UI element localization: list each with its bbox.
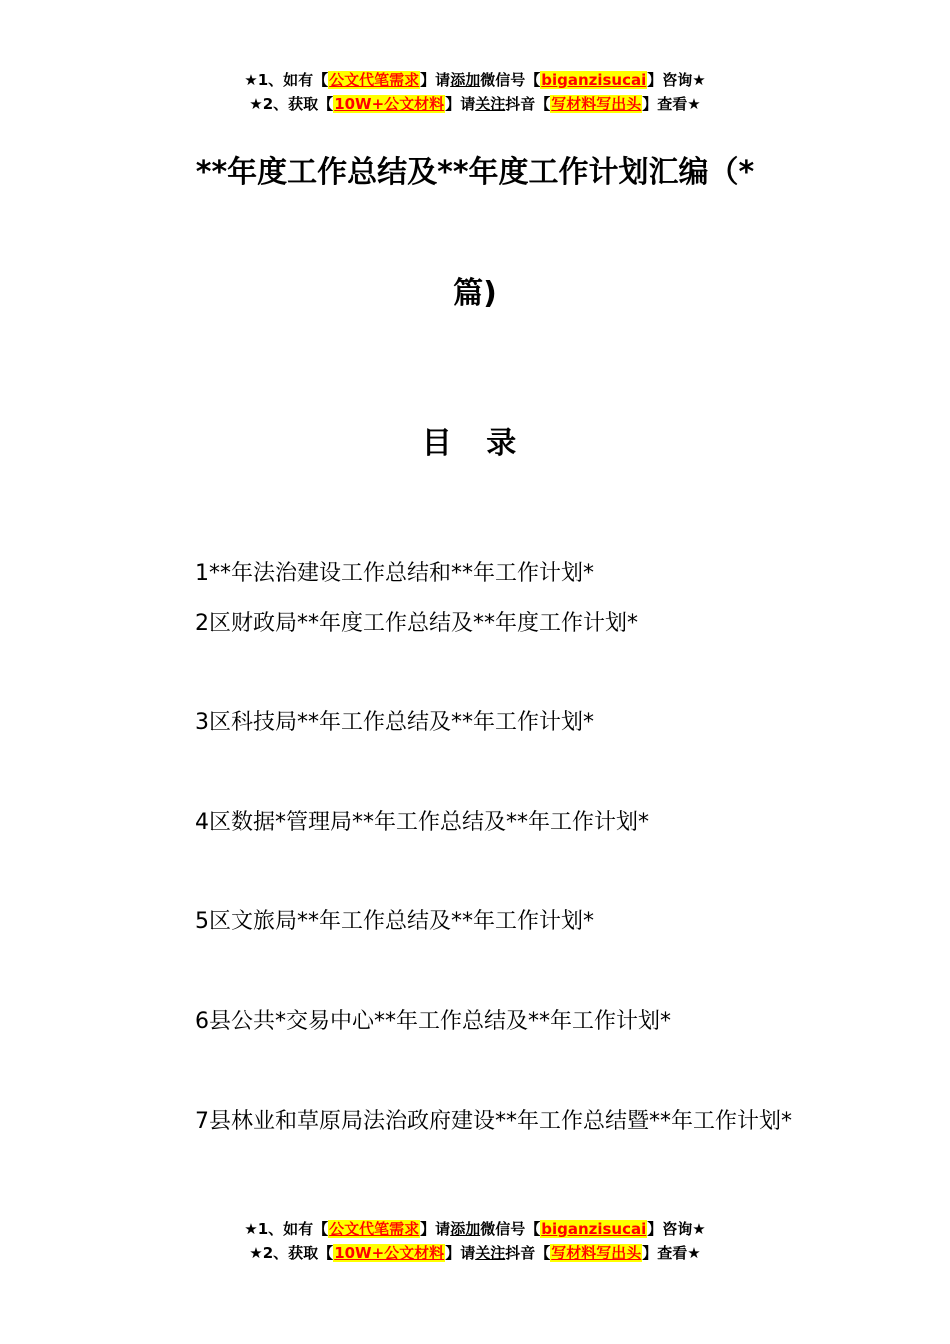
toc-item: 3区科技局**年工作总结及**年工作计划* <box>195 710 594 735</box>
document-title: **年度工作总结及**年度工作计划汇编（* <box>195 155 755 190</box>
banner-underlined-text: 关注 <box>475 1244 506 1262</box>
document-title-continued: 篇) <box>453 276 497 311</box>
banner-highlight: 写材料写出头 <box>551 1244 642 1262</box>
toc-item: 6县公共*交易中心**年工作总结及**年工作计划* <box>195 1009 671 1034</box>
banner-text: 微信号【 <box>480 1220 541 1238</box>
banner-text: 】请 <box>445 95 476 113</box>
banner-text: 抖音【 <box>505 95 551 113</box>
banner-text: 】查看★ <box>642 95 701 113</box>
banner-highlight: biganzisucai <box>541 71 647 89</box>
banner-highlight: 10W+公文材料 <box>334 1244 445 1262</box>
banner-line-1 <box>0 68 950 92</box>
header-banner <box>0 68 950 116</box>
banner-text: 】请 <box>420 71 451 89</box>
toc-item: 4区数据*管理局**年工作总结及**年工作计划* <box>195 810 649 835</box>
toc-item: 2区财政局**年度工作总结及**年度工作计划* <box>195 611 638 636</box>
banner-underlined-text: 关注 <box>475 95 506 113</box>
banner-line-2 <box>0 92 950 116</box>
banner-text: ★2、获取【 <box>249 95 334 113</box>
banner-text: 】咨询★ <box>647 71 706 89</box>
banner-highlight: 写材料写出头 <box>551 95 642 113</box>
banner-text: 抖音【 <box>505 1244 551 1262</box>
toc-item: 5区文旅局**年工作总结及**年工作计划* <box>195 909 594 934</box>
banner-text: ★2、获取【 <box>249 1244 334 1262</box>
banner-underlined-text: 添加 <box>450 1220 481 1238</box>
banner-highlight: 10W+公文材料 <box>334 95 445 113</box>
banner-text: 】查看★ <box>642 1244 701 1262</box>
banner-line-1 <box>0 1217 950 1241</box>
banner-text: 】咨询★ <box>647 1220 706 1238</box>
banner-text: 】请 <box>420 1220 451 1238</box>
banner-text: ★1、如有【 <box>244 71 329 89</box>
toc-item: 7县林业和草原局法治政府建设**年工作总结暨**年工作计划* <box>195 1109 792 1134</box>
toc-item: 1**年法治建设工作总结和**年工作计划* <box>195 561 594 586</box>
toc-heading: 目 录 <box>421 426 529 461</box>
banner-text: 】请 <box>445 1244 476 1262</box>
banner-highlight: 公文代笔需求 <box>329 71 420 89</box>
banner-underlined-text: 添加 <box>450 71 481 89</box>
banner-highlight: 公文代笔需求 <box>329 1220 420 1238</box>
banner-text: 微信号【 <box>480 71 541 89</box>
banner-text: ★1、如有【 <box>244 1220 329 1238</box>
banner-line-2 <box>0 1241 950 1265</box>
banner-highlight: biganzisucai <box>541 1220 647 1238</box>
footer-banner <box>0 1217 950 1265</box>
